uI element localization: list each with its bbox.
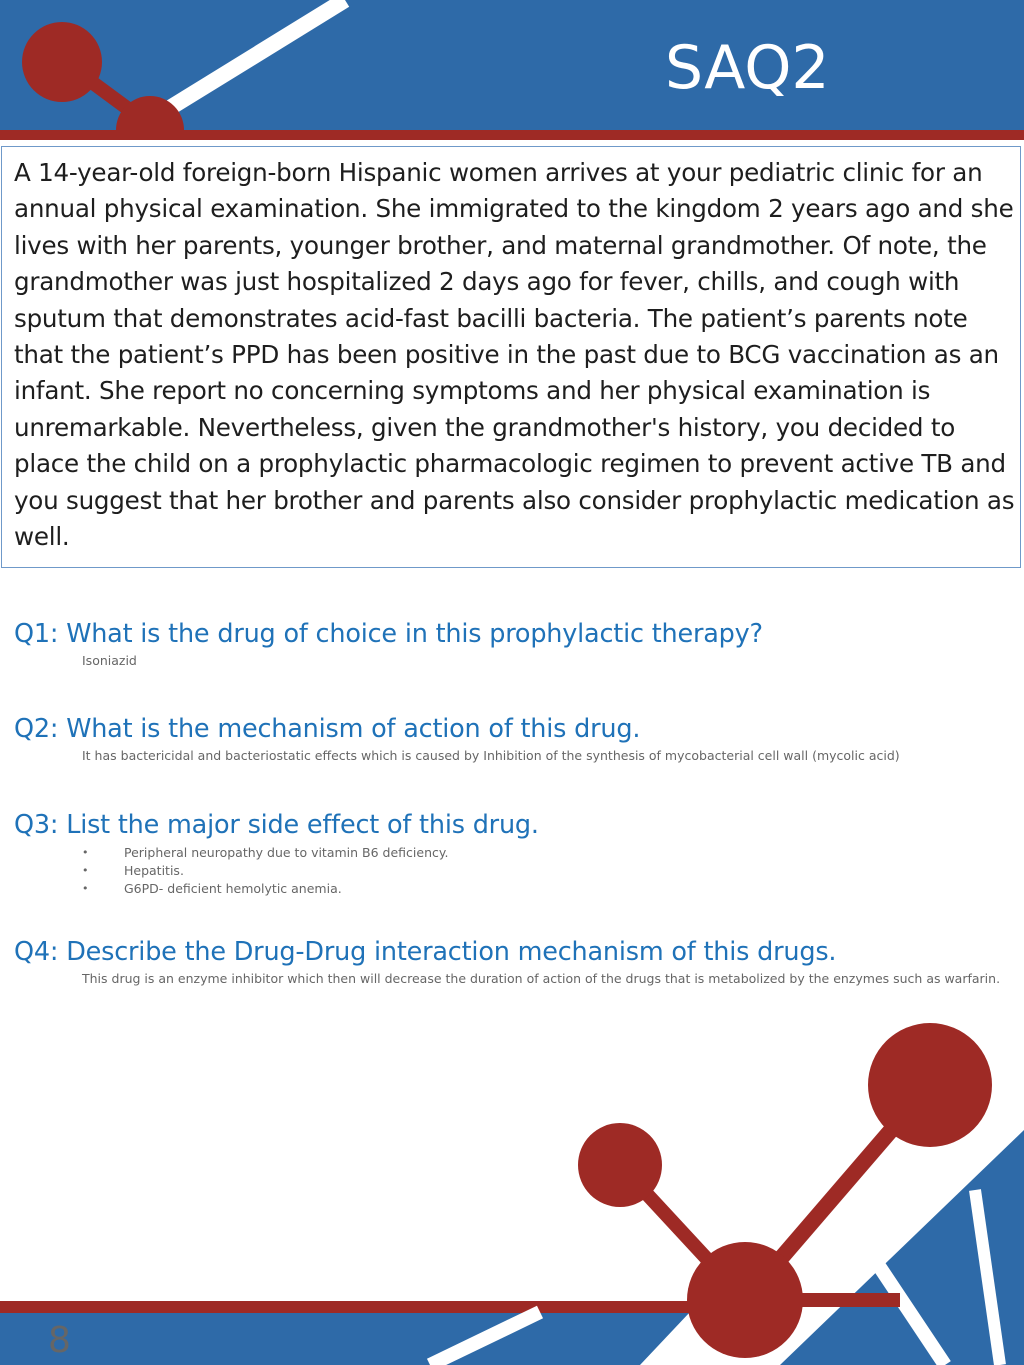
footer-atom [578,1123,662,1207]
bullet-icon: • [82,882,89,896]
question-title: Q4: Describe the Drug-Drug interaction mechanism of this drugs. [14,937,837,967]
question-answer: Isoniazid [82,653,137,669]
footer-atom [868,1023,992,1147]
footer-atom-center [687,1242,803,1358]
page-number: 8 [48,1320,71,1361]
question-title: Q3: List the major side effect of this drug. [14,810,539,840]
footer-blue-band-left [0,1312,690,1365]
question-answer: This drug is an enzyme inhibitor which then will decrease the duration of action of the drugs that is metabolized by the enzymes such as warfarin. [82,971,1001,987]
slide-title: SAQ2 [665,33,830,103]
question-title: Q2: What is the mechanism of action of this drug. [14,714,641,744]
bullet-icon: • [82,846,89,860]
question-title: Q1: What is the drug of choice in this prophylactic therapy? [14,619,763,649]
question-answer: It has bactericidal and bacteriostatic effects which is caused by Inhibition of the synthesis of mycobacterial cell wall (mycolic acid) [82,748,900,764]
bullet-icon: • [82,864,89,878]
case-text: A 14-year-old foreign-born Hispanic women arrives at your pediatric clinic for an annual physical examination. She immigrated to the kingdom 2 years ago and she lives with her parents, younger brother, and maternal grandmother. Of note, the grandmother was just hospitalized 2 days ago for fever, chills, and cough with sputum that demonstrates acid-fast bacilli bacteria. The patient’s parents note that the patient’s PPD has been positive in the past due to BCG vaccination as an infant. She report no concerning symptoms and her physical examination is unremarkable. Nevertheless, given the grandmother's history, you decided to place the child on a prophylactic pharmacologic regimen to prevent active TB and you suggest that her brother and parents also consider prophylactic medication as well. [14,158,1015,552]
list-item: • Hepatitis. [82,863,184,879]
list-item: • G6PD- deficient hemolytic anemia. [82,881,342,897]
list-item: • Peripheral neuropathy due to vitamin B6 deficiency. [82,845,449,861]
